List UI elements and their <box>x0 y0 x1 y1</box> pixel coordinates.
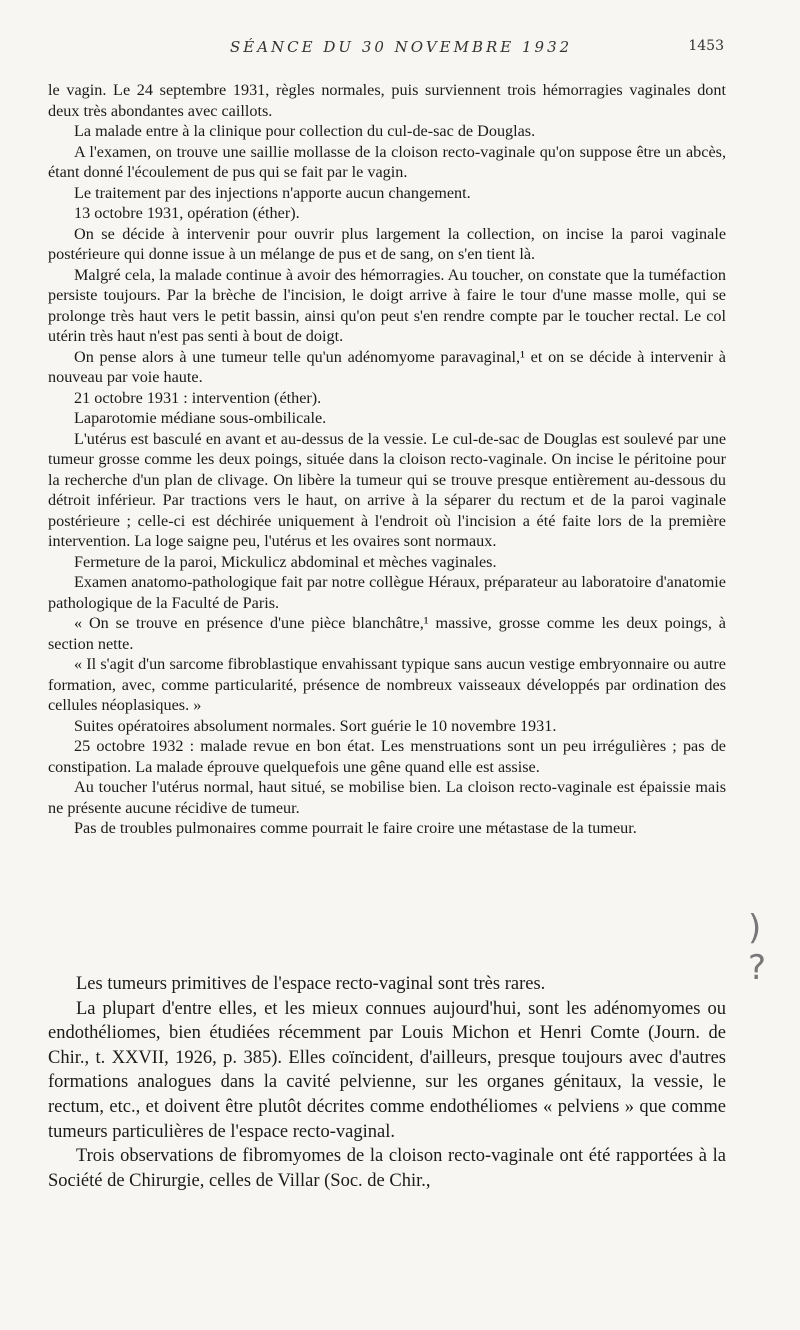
page-number: 1453 <box>688 38 724 54</box>
paragraph: 13 octobre 1931, opération (éther). <box>74 204 300 222</box>
paragraph: « Il s'agit d'un sarcome fibroblastique envahissant typique sans aucun vestige embryonnaire ou autre formation, avec, comme particularité, présence de nombreux vaisseaux développés par ordination des cellules néoplasiques. » <box>48 655 726 714</box>
paragraph: « On se trouve en présence d'une pièce blanchâtre,¹ massive, grosse comme les deux poings, à section nette. <box>48 614 726 653</box>
paragraph: A l'examen, on trouve une saillie mollasse de la cloison recto-vaginale qu'on suppose être un abcès, étant donné l'écoulement de pus qui se fait par le vagin. <box>48 142 726 181</box>
page-header <box>48 38 724 58</box>
paragraph: Fermeture de la paroi, Mickulicz abdominal et mèches vaginales. <box>74 552 497 571</box>
margin-annotation: ) ? <box>748 908 783 988</box>
running-title: SÉANCE DU 30 NOVEMBRE 1932 <box>230 38 573 56</box>
paragraph: 25 octobre 1932 : malade revue en bon état. Les menstruations sont un peu irrégulières ; pas de constipation. La malade éprouve quelquefois une gêne quand elle est assise. <box>48 737 726 776</box>
paragraph: Suites opératoires absolument normales. Sort guérie le 10 novembre 1931. <box>74 716 557 735</box>
paragraph: L'utérus est basculé en avant et au-dessus de la vessie. Le cul-de-sac de Douglas est soulevé par une tumeur grosse comme les deux poings, située dans la cloison recto-vaginale. On incise le péritoine pour la recherche d'un plan de clivage. On libère la tumeur qui se trouve presque entièrement au-dessous du détroit inférieur. Par tractions vers le haut, on arrive à la séparer du rectum et de la paroi vaginale postérieure ; celle-ci est déchirée uniquement à l'endroit où l'incision a été faite lors de la première intervention. La loge saigne peu, l'utérus et les ovaires sont normaux. <box>48 429 726 550</box>
paragraph: On se décide à intervenir pour ouvrir plus largement la collection, on incise la paroi vaginale postérieure qui donne issue à un mélange de pus et de sang, on s'en tient là. <box>48 224 726 263</box>
discussion <box>48 972 726 1193</box>
paragraph: Laparotomie médiane sous-ombilicale. <box>74 409 327 427</box>
paragraph: La plupart d'entre elles, et les mieux connues aujourd'hui, sont les adénomyomes ou endothéliomes, bien étudiées récemment par Louis Michon et Henri Comte (Journ. de Chir., t. XXVII, 1926, p. 385). Elles coïncident, d'ailleurs, presque toujours avec d'autres formations analogues dans la cavité pelvienne, sur les organes génitaux, la vessie, le rectum, etc., et doivent être plutôt décrites comme endothéliomes « pelviens » que comme tumeurs particulières de l'espace recto-vaginal. <box>48 998 726 1142</box>
paragraph: La malade entre à la clinique pour collection du cul-de-sac de Douglas. <box>74 122 536 140</box>
paragraph: le vagin. Le 24 septembre 1931, règles normales, puis surviennent trois hémorragies vaginales dont deux très abondantes avec caillots. <box>48 81 726 120</box>
paragraph: Le traitement par des injections n'apporte aucun changement. <box>74 183 471 202</box>
case-observation <box>48 80 726 839</box>
paragraph: Au toucher l'utérus normal, haut situé, se mobilise bien. La cloison recto-vaginale est épaissie mais ne présente aucune récidive de tumeur. <box>48 778 726 817</box>
paragraph: 21 octobre 1931 : intervention (éther). <box>74 388 322 407</box>
paragraph: Examen anatomo-pathologique fait par notre collègue Héraux, préparateur au laboratoire d'anatomie pathologique de la Faculté de Paris. <box>48 573 726 612</box>
paragraph: Malgré cela, la malade continue à avoir des hémorragies. Au toucher, on constate que la tuméfaction persiste toujours. Par la brèche de l'incision, le doigt arrive à faire le tour d'une masse molle, qui se prolonge très haut vers le petit bassin, ainsi qu'on peut s'en rendre compte par le toucher rectal. Le col utérin très haut n'est pas senti à bout de doigt. <box>48 265 726 345</box>
paragraph: Pas de troubles pulmonaires comme pourrait le faire croire une métastase de la tumeur. <box>74 819 637 837</box>
paragraph: Les tumeurs primitives de l'espace recto-vaginal sont très rares. <box>76 974 546 994</box>
paragraph: Trois observations de fibromyomes de la cloison recto-vaginale ont été rapportées à la Société de Chirurgie, celles de Villar (Soc. de Chir., <box>48 1146 726 1191</box>
paragraph: On pense alors à une tumeur telle qu'un adénomyome paravaginal,¹ et on se décide à intervenir à nouveau par voie haute. <box>48 347 726 386</box>
